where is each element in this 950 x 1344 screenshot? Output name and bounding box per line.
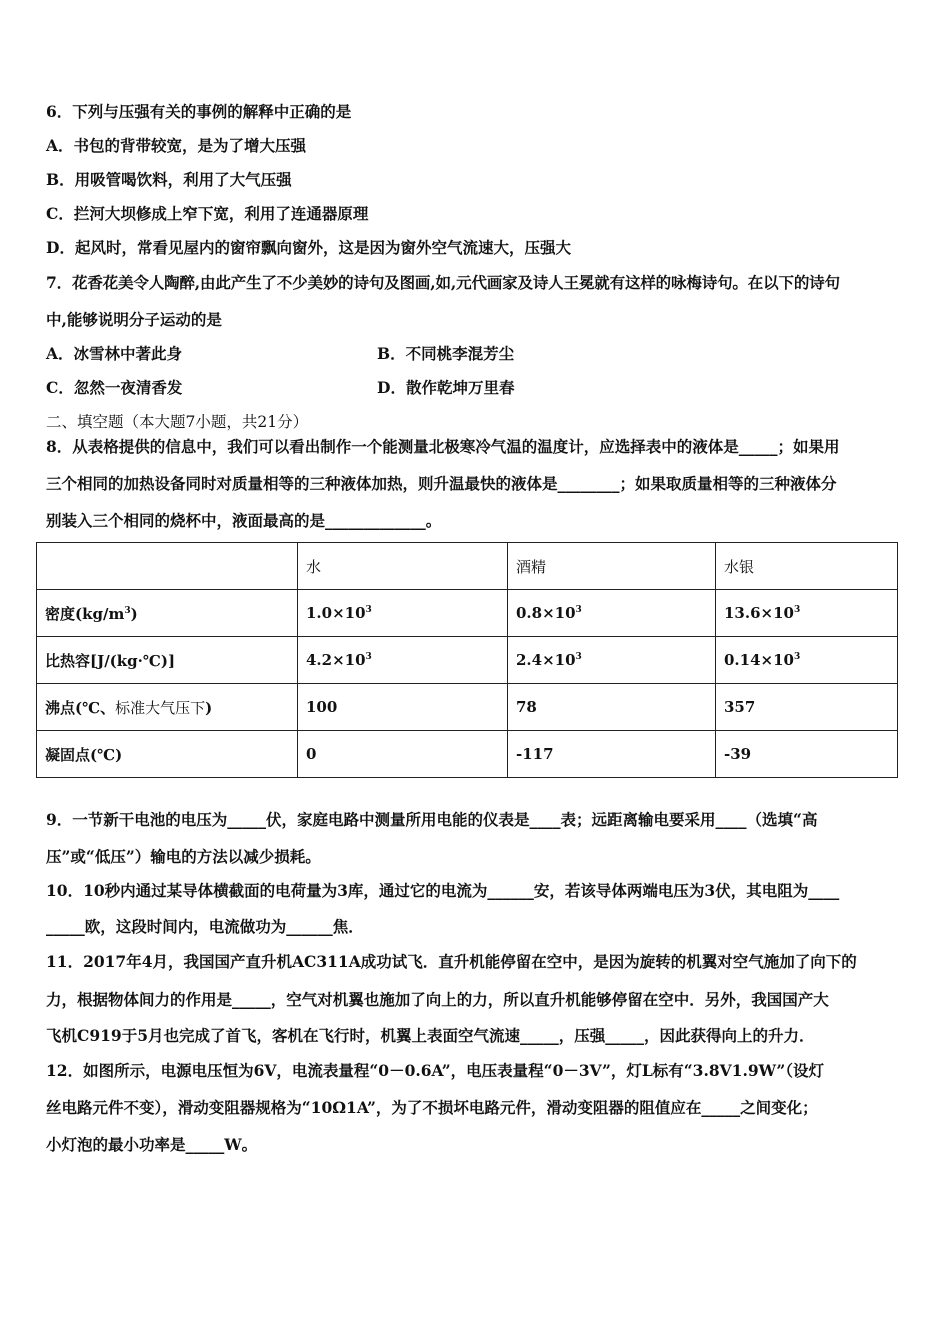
table-header-cell — [37, 543, 298, 590]
section-heading: 二、填空题（本大题7小题，共21分） — [46, 413, 309, 431]
q12-line1: 12．如图所示，电源电压恒为6V，电流表量程“0－0.6A”，电压表量程“0－3V”，灯L标有“3.8V1.9W”（设灯 — [46, 1061, 824, 1080]
q7-stem-line1: 7．花香花美令人陶醉,由此产生了不少美妙的诗句及图画,如,元代画家及诗人王冕就有这样的咏梅诗句。在以下的诗句 — [46, 273, 840, 292]
table-cell: $0.8\times 10^3$ — [508, 590, 716, 637]
q8-line1: 8．从表格提供的信息中，我们可以看出制作一个能测量北极寒冷气温的温度计，应选择表中的液体是_____；如果用 — [46, 437, 840, 456]
table-cell: 100 — [298, 684, 508, 731]
table-cell: $2.4\times 10^3$ — [508, 637, 716, 684]
q8-line2: 三个相同的加热设备同时对质量相等的三种液体加热，则升温最快的液体是________；如果取质量相等的三种液体分 — [46, 474, 837, 493]
q6-option-c: C．拦河大坝修成上窄下宽，利用了连通器原理 — [46, 204, 369, 223]
q11-line2: 力，根据物体间力的作用是_____，空气对机翼也施加了向上的力，所以直升机能够停留在空中．另外，我国国产大 — [46, 990, 829, 1009]
table-cell: 357 — [716, 684, 898, 731]
q10-line1: 10．10秒内通过某导体横截面的电荷量为3库，通过它的电流为______安，若该导体两端电压为3伏，其电阻为____ — [46, 881, 840, 900]
q7-option-d: D．散作乾坤万里春 — [377, 378, 515, 397]
q12-line2: 丝电路元件不变），滑动变阻器规格为“10Ω1A”，为了不损坏电路元件，滑动变阻器的阻值应在_____之间变化； — [46, 1098, 818, 1117]
table-header-row — [37, 543, 898, 590]
q6-stem: 6．下列与压强有关的事例的解释中正确的是 — [46, 102, 352, 121]
q9-line1: 9．一节新干电池的电压为_____伏，家庭电路中测量所用电能的仪表是____表；远距离输电要采用____（选填“高 — [46, 810, 818, 829]
q6-option-b: B．用吸管喝饮料，利用了大气压强 — [46, 170, 292, 189]
table-row — [37, 590, 898, 637]
row-label: 凝固点(℃) — [37, 731, 298, 778]
table-row — [37, 731, 898, 778]
table-cell: $13.6\times 10^3$ — [716, 590, 898, 637]
q10-line2: _____欧，这段时间内，电流做功为______焦． — [46, 917, 364, 936]
q6-option-a: A．书包的背带较宽，是为了增大压强 — [46, 136, 307, 155]
q11-line3: 飞机C919于5月也完成了首飞，客机在飞行时，机翼上表面空气流速_____，压强_____，因此获得向上的升力． — [46, 1026, 815, 1045]
liquid-properties-table — [36, 542, 898, 778]
q8-line3: 别装入三个相同的烧杯中，液面最高的是_____________。 — [46, 511, 442, 530]
q12-line3: 小灯泡的最小功率是_____W。 — [46, 1135, 258, 1154]
table-cell: 0 — [298, 731, 508, 778]
q7-option-a: A．冰雪林中著此身 — [46, 344, 183, 363]
table-cell: $0.14\times 10^3$ — [716, 637, 898, 684]
table-header-cell: 酒精 — [508, 543, 716, 590]
q6-option-d: D．起风时，常看见屋内的窗帘飘向窗外，这是因为窗外空气流速大，压强大 — [46, 238, 571, 257]
table-cell: 78 — [508, 684, 716, 731]
q7-stem-line2: 中,能够说明分子运动的是 — [46, 310, 222, 329]
table-header-cell: 水银 — [716, 543, 898, 590]
q7-option-b: B．不同桃李混芳尘 — [377, 344, 515, 363]
table-header-cell: 水 — [298, 543, 508, 590]
q11-line1: 11．2017年4月，我国国产直升机AC311A成功试飞．直升机能停留在空中，是因为旋转的机翼对空气施加了向下的 — [46, 952, 857, 971]
table-row — [37, 684, 898, 731]
row-label: 比热容[J/(kg·℃)] — [37, 637, 298, 684]
q7-option-c: C．忽然一夜清香发 — [46, 378, 183, 397]
table-cell: -39 — [716, 731, 898, 778]
table-cell: $1.0\times 10^3$ — [298, 590, 508, 637]
table-cell: -117 — [508, 731, 716, 778]
table-cell: $4.2\times 10^3$ — [298, 637, 508, 684]
table-row — [37, 637, 898, 684]
row-label: 沸点(℃、标准大气压下) — [37, 684, 298, 731]
row-label: 密度$(kg/m^3)$ — [37, 590, 298, 637]
q9-line2: 压”或“低压”）输电的方法以减少损耗。 — [46, 847, 321, 866]
